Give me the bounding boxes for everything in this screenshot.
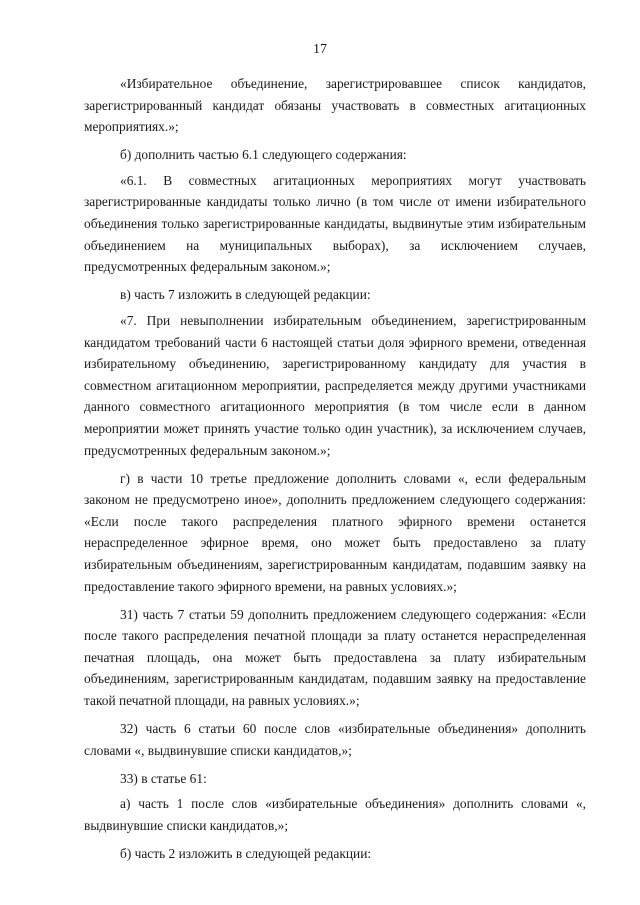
paragraph-item-32: 32) часть 6 статьи 60 после слов «избирательные объединения» дополнить словами «, выдвинувшие списки кандидатов,»; bbox=[84, 721, 586, 758]
paragraph-item-33: 33) в статье 61: bbox=[120, 770, 207, 786]
paragraph-item-31: 31) часть 7 статьи 59 дополнить предложением следующего содержания: «Если после такого распределения печатной площади за плату останется нераспределенная печатная площадь, она может быть предоставлена за плату избирательным объединениям, зарегистрированным кандидатам, подавшим заявку на предоставление такой печатной площади, на равных условиях.»; bbox=[84, 606, 586, 709]
page-number: 17 bbox=[313, 42, 327, 57]
document-body bbox=[84, 73, 586, 871]
paragraph-item-b: б) дополнить частью 6.1 следующего содержания: bbox=[120, 147, 407, 163]
paragraph-item-b-part-2: б) часть 2 изложить в следующей редакции: bbox=[120, 846, 372, 862]
paragraph-part-6-1: «6.1. В совместных агитационных мероприятиях могут участвовать зарегистрированные кандидаты только лично (в том числе от имени избирательного объединения только зарегистрированные кандидаты, выдвинутые этим избирательным объединением на муниципальных выборах), за исключением случаев, предусмотренных федеральным законом.»; bbox=[84, 172, 586, 275]
paragraph-part-7: «7. При невыполнении избирательным объединением, зарегистрированным кандидатом требований части 6 настоящей статьи доля эфирного времени, отведенная избирательному объединению, зарегистрированному кандидату для участия в совместном агитационном мероприятии, распределяется между другими участниками данного совместного агитационного мероприятия (в том числе если в данном мероприятии может принять участие только один участник), за исключением случаев, предусмотренных федеральным законом.»; bbox=[84, 312, 586, 458]
paragraph-item-a: а) часть 1 после слов «избирательные объединения» дополнить словами «, выдвинувшие списки кандидатов,»; bbox=[84, 796, 586, 833]
paragraph-item-g: г) в части 10 третье предложение дополнить словами «, если федеральным законом не предусмотрено иное», дополнить предложением следующего содержания: «Если после такого распределения платного эфирного времени останется нераспределенное эфирное время, оно может быть предоставлено за плату избирательным объединениям, зарегистрированным кандидатам, подавшим заявку на предоставление такого эфирного времени, на равных условиях.»; bbox=[84, 470, 586, 594]
paragraph-item-v: в) часть 7 изложить в следующей редакции: bbox=[120, 287, 371, 303]
paragraph-quote-obligation: «Избирательное объединение, зарегистрировавшее список кандидатов, зарегистрированный кандидат обязаны участвовать в совместных агитационных мероприятиях.»; bbox=[84, 76, 586, 135]
